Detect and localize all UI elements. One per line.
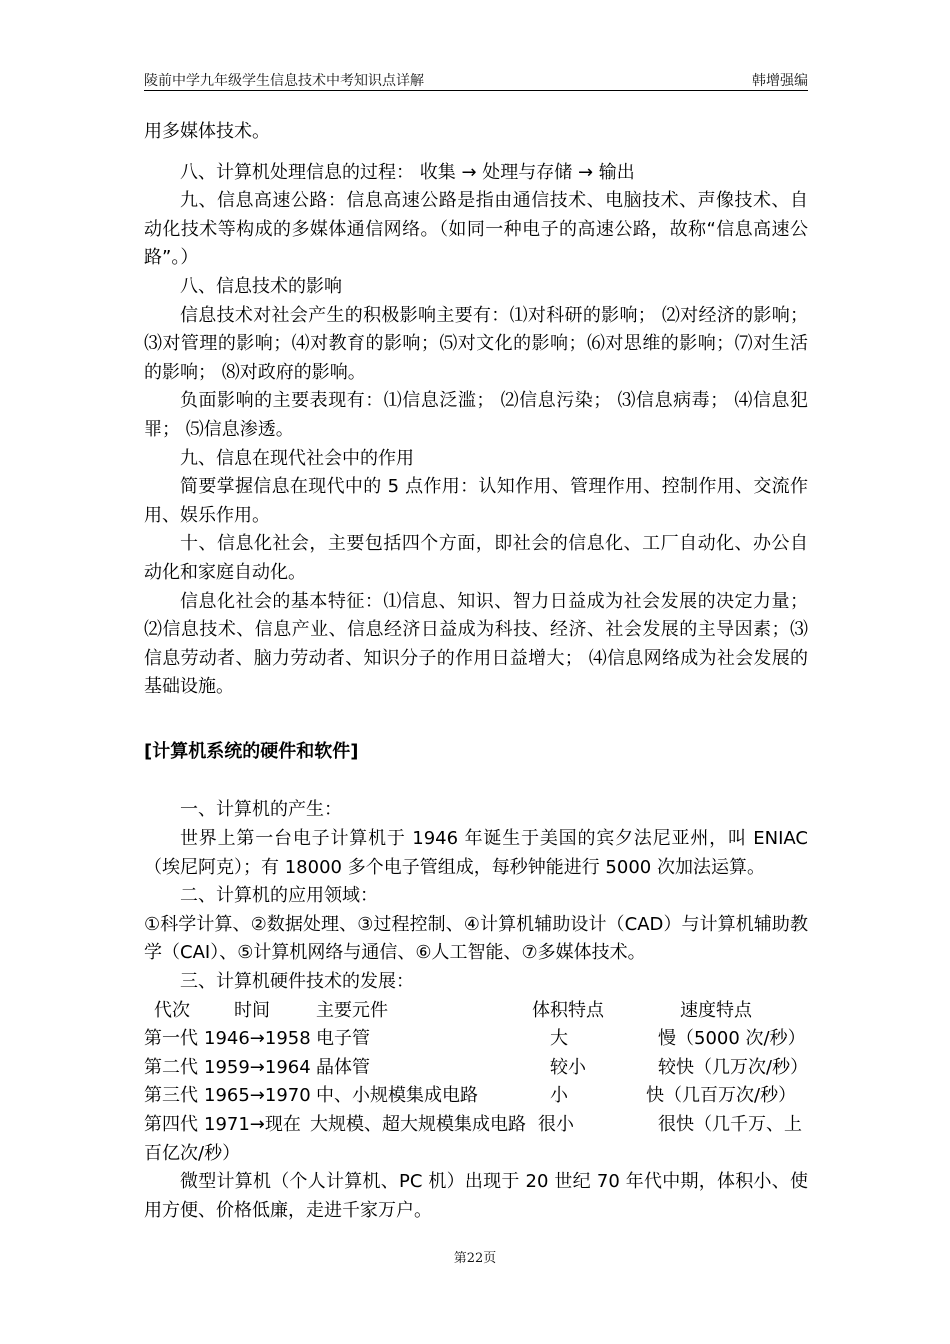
table-header-cell: 体积特点	[532, 999, 604, 1021]
table-cell: 电子管	[316, 1028, 370, 1050]
header-author: 韩增强编	[752, 73, 808, 89]
table-cell: 1946→1958	[204, 1028, 311, 1050]
table-row	[144, 1054, 808, 1083]
paragraph: 一、计算机的产生：	[180, 799, 342, 821]
table-header-row	[144, 997, 808, 1026]
table-cell: 快（几百万次/秒）	[646, 1085, 797, 1107]
table-cell: 很快（几千万、上	[658, 1114, 802, 1135]
paragraph: 九、信息高速公路：信息高速公路是指由通信技术、电脑技术、声像技术、自动化技术等构成的多媒体通信网络。（如同一种电子的高速公路，故称“信息高速公路”。）	[144, 190, 808, 269]
paragraph: 信息化社会的基本特征：⑴信息、知识、智力日益成为社会发展的决定力量；⑵信息技术、信息产业、信息经济日益成为科技、经济、社会发展的主导因素；⑶信息劳动者、脑力劳动者、知识分子的作用日益增大； ⑷信息网络成为社会发展的基础设施。	[144, 590, 808, 698]
table-cell: 1965→1970	[204, 1085, 311, 1107]
paragraph: 微型计算机（个人计算机、PC 机）出现于 20 世纪 70 年代中期，体积小、使用方便、价格低廉，走进千家万户。	[144, 1171, 808, 1221]
table-header-cell: 速度特点	[680, 999, 752, 1021]
table-row	[144, 1025, 808, 1054]
header-rule	[144, 90, 808, 91]
table-cell: 第三代	[144, 1085, 198, 1107]
paragraph: 简要掌握信息在现代中的 5 点作用：认知作用、管理作用、控制作用、交流作用、娱乐作用。	[144, 476, 808, 526]
table-cell: 慢（5000 次/秒）	[658, 1028, 806, 1050]
paragraph: 八、信息技术的影响	[180, 275, 342, 297]
table-cell: 晶体管	[316, 1056, 370, 1078]
table-row	[144, 1111, 808, 1140]
table-cell: 第四代	[144, 1114, 198, 1135]
table-row	[144, 1082, 808, 1111]
table-cell: 百亿次/秒）	[144, 1142, 241, 1164]
table-cell: 较快（几万次/秒）	[658, 1056, 809, 1078]
table-header-cell: 主要元件	[316, 999, 388, 1021]
paragraph: 世界上第一台电子计算机于 1946 年诞生于美国的宾夕法尼亚州，叫 ENIAC（埃尼阿克）；有 18000 多个电子管组成，每秒钟能进行 5000 次加法运算。	[144, 828, 808, 878]
paragraph: 信息技术对社会产生的积极影响主要有：⑴对科研的影响； ⑵对经济的影响； ⑶对管理的影响；⑷对教育的影响；⑸对文化的影响；⑹对思维的影响；⑺对生活的影响； ⑻对政府的影响。	[144, 304, 808, 383]
table-cell: 大规模、超大规模集成电路	[310, 1114, 526, 1135]
paragraph: 八、计算机处理信息的过程： 收集 → 处理与存储 → 输出	[180, 161, 635, 183]
page-number: 第22页	[453, 1251, 497, 1266]
paragraph: 用多媒体技术。	[144, 121, 270, 142]
spacer	[144, 702, 808, 738]
paragraph: 三、计算机硬件技术的发展：	[180, 971, 414, 993]
table-cell: 第一代	[144, 1028, 198, 1050]
table-cell: 很小	[538, 1114, 574, 1135]
paragraph: ①科学计算、②数据处理、③过程控制、④计算机辅助设计（CAD）与计算机辅助教学（CAI）、⑤计算机网络与通信、⑥人工智能、⑦多媒体技术。	[144, 913, 808, 964]
hardware-generations-table	[144, 997, 808, 1169]
spacer	[144, 766, 808, 796]
page-header	[144, 70, 808, 90]
table-cell: 1971→现在	[204, 1114, 301, 1135]
table-cell: 小	[550, 1085, 568, 1107]
table-cell: 第二代	[144, 1056, 198, 1078]
paragraph: 二、计算机的应用领域：	[180, 885, 378, 907]
table-row-continuation	[144, 1140, 808, 1169]
table-cell: 较小	[550, 1056, 586, 1078]
header-title: 陵前中学九年级学生信息技术中考知识点详解	[144, 73, 424, 89]
page-content	[144, 118, 808, 1225]
table-header-cell: 代次	[154, 999, 190, 1021]
paragraph: 九、信息在现代社会中的作用	[180, 447, 414, 469]
table-cell: 1959→1964	[204, 1056, 311, 1078]
table-header-cell: 时间	[234, 999, 270, 1021]
paragraph: 十、信息化社会，主要包括四个方面，即社会的信息化、工厂自动化、办公自动化和家庭自动化。	[144, 533, 808, 583]
paragraph: 负面影响的主要表现有：⑴信息泛滥； ⑵信息污染； ⑶信息病毒； ⑷信息犯罪； ⑸信息渗透。	[144, 390, 808, 440]
table-cell: 中、小规模集成电路	[316, 1085, 478, 1107]
section-heading: [计算机系统的硬件和软件]	[144, 740, 359, 762]
spacer	[144, 147, 808, 159]
table-cell: 大	[550, 1028, 568, 1050]
